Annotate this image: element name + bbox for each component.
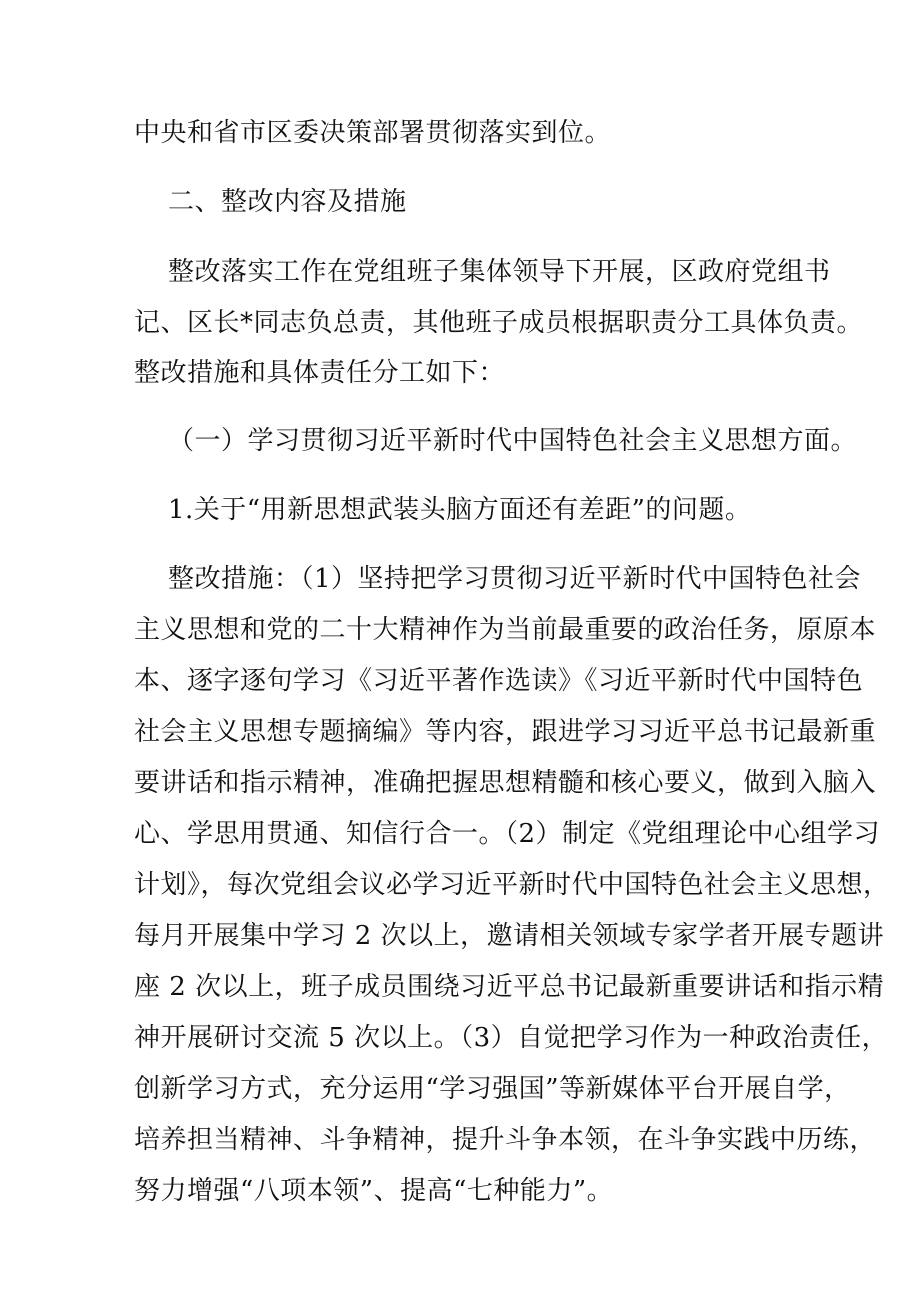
subsection-heading: （一）学习贯彻习近平新时代中国特色社会主义思想方面。 [168, 426, 858, 456]
paragraph-line: 心、学思用贯通、知信行合一。（2）制定《党组理论中心组学习 [134, 819, 881, 849]
paragraph-line: 创新学习方式，充分运用“学习强国”等新媒体平台开展自学， [134, 1074, 851, 1104]
paragraph-line: 整改措施和具体责任分工如下： [134, 358, 506, 388]
issue-heading: 1.关于“用新思想武装头脑方面还有差距”的问题。 [168, 495, 752, 525]
paragraph-line: 座 2 次以上，班子成员围绕习近平总书记最新重要讲话和指示精 [134, 972, 885, 1002]
paragraph-line: 整改措施：（1）坚持把学习贯彻习近平新时代中国特色社会 [168, 564, 862, 594]
paragraph-line: 要讲话和指示精神，准确把握思想精髓和核心要义，做到入脑入 [134, 768, 877, 798]
paragraph-line: 记、区长*同志负总责，其他班子成员根据职责分工具体负责。 [134, 308, 864, 338]
paragraph-line: 中央和省市区委决策部署贯彻落实到位。 [134, 118, 612, 148]
paragraph-line: 计划》，每次党组会议必学习近平新时代中国特色社会主义思想， [134, 870, 890, 900]
paragraph-line: 神开展研讨交流 5 次以上。（3）自觉把学习作为一种政治责任， [134, 1023, 889, 1053]
paragraph-line: 培养担当精神、斗争精神，提升斗争本领，在斗争实践中历练， [134, 1125, 877, 1155]
paragraph-line: 努力增强“八项本领”、提高“七种能力”。 [134, 1176, 614, 1206]
paragraph-line: 每月开展集中学习 2 次以上，邀请相关领域专家学者开展专题讲 [134, 921, 885, 951]
paragraph-line: 主义思想和党的二十大精神作为当前最重要的政治任务，原原本 [134, 615, 877, 645]
paragraph-line: 本、逐字逐句学习《习近平著作选读》《习近平新时代中国特色 [134, 666, 864, 696]
paragraph-line: 整改落实工作在党组班子集体领导下开展，区政府党组书 [168, 257, 831, 287]
paragraph-line: 社会主义思想专题摘编》等内容，跟进学习习近平总书记最新重 [134, 717, 877, 747]
section-heading: 二、整改内容及措施 [168, 187, 407, 217]
